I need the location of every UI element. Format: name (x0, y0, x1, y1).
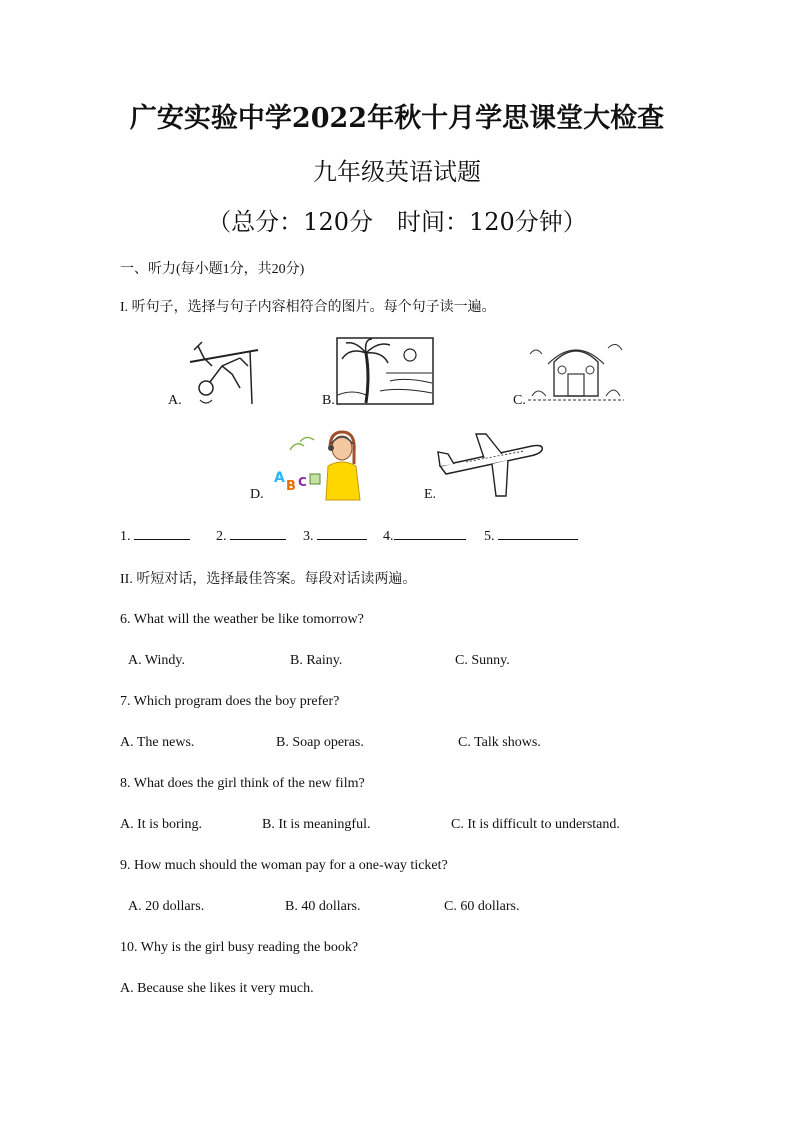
airplane-icon (436, 430, 546, 500)
section-heading: 一、听力(每小题1分，共20分) (120, 262, 305, 277)
part1-instruction: I. 听句子，选择与句子内容相符合的图片。每个句子读一遍。 (120, 300, 496, 315)
q9-option-b[interactable]: B. 40 dollars. (285, 899, 361, 914)
q9-option-a[interactable]: A. 20 dollars. (128, 899, 205, 914)
q8-option-a[interactable]: A. It is boring. (120, 817, 203, 832)
picture-label-b: B. (322, 393, 335, 408)
answer-blank-2[interactable]: 2. (216, 527, 286, 545)
page-subtitle: 九年级英语试题 (313, 158, 481, 186)
q7-option-b[interactable]: B. Soap operas. (276, 735, 364, 750)
answer-blank-1[interactable]: 1. (120, 527, 190, 545)
fairytale-house-icon (528, 334, 624, 406)
q6-option-b[interactable]: B. Rainy. (290, 653, 343, 668)
question-8: 8. What does the girl think of the new film? (120, 776, 365, 791)
svg-text:B: B (286, 479, 296, 494)
question-6: 6. What will the weather be like tomorrow? (120, 612, 364, 627)
q6-option-a[interactable]: A. Windy. (128, 653, 185, 668)
question-7: 7. Which program does the boy prefer? (120, 694, 340, 709)
question-9: 9. How much should the woman pay for a one-way ticket? (120, 858, 448, 873)
q7-option-c[interactable]: C. Talk shows. (458, 735, 541, 750)
svg-text:C: C (298, 475, 307, 489)
q6-option-c[interactable]: C. Sunny. (455, 653, 510, 668)
answer-blank-5[interactable]: 5. (484, 527, 578, 545)
beach-palm-icon (336, 337, 434, 405)
page-title: 广安实验中学2022年秋十月学思课堂大检查 (129, 103, 665, 134)
question-10: 10. Why is the girl busy reading the book? (120, 940, 359, 955)
q8-option-b[interactable]: B. It is meaningful. (262, 817, 371, 832)
q7-option-a[interactable]: A. The news. (120, 735, 195, 750)
high-jump-icon (188, 336, 260, 408)
picture-label-e: E. (424, 487, 437, 502)
girl-headphones-abc-icon (270, 430, 370, 500)
svg-text:A: A (274, 470, 285, 486)
score-info: （总分：120分 时间：120分钟） (207, 208, 587, 236)
q10-option-a[interactable]: A. Because she likes it very much. (120, 981, 314, 996)
picture-label-d: D. (250, 487, 264, 502)
picture-label-a: A. (168, 393, 182, 408)
q9-option-c[interactable]: C. 60 dollars. (444, 899, 520, 914)
part2-instruction: II. 听短对话，选择最佳答案。每段对话读两遍。 (120, 572, 417, 587)
answer-blank-4[interactable]: 4. (383, 527, 466, 545)
picture-label-c: C. (513, 393, 526, 408)
answer-blank-3[interactable]: 3. (303, 527, 367, 545)
q8-option-c[interactable]: C. It is difficult to understand. (451, 817, 620, 832)
